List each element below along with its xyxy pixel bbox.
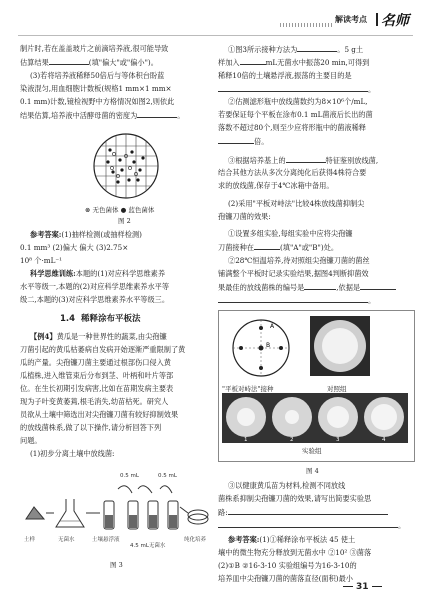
header-decoration [280, 23, 332, 27]
example-line-6: 现为子叶变黄萎蔫,根毛消失,幼苗枯死。研究人 [20, 397, 169, 406]
right-line-1: ①图3所示接种方法为 。5 g土 [228, 45, 364, 54]
right-line-22: 路: [218, 506, 388, 519]
point-b-label: B [266, 342, 271, 349]
example-line-4: 瓜植株,进入维管束后分布到茎、叶柄和叶片等部 [20, 371, 174, 380]
right-line-4: 。 [218, 83, 375, 96]
right-line-5: ②估测滤形瓶中放线菌数约为8×10⁶个/mL, [228, 97, 368, 106]
fig4-sub-control: 对照组 [327, 385, 347, 393]
right-line-17: 铺满整个平板时记录实验结果,据图4判断抑菌效 [218, 269, 369, 278]
example-line-8: 的放线菌株系,做了以下操作,请分析回答下列 [20, 423, 162, 432]
question-1: (1)初步分离土壤中放线菌: [30, 449, 115, 458]
fig3-label-water: 无菌水 [58, 537, 75, 543]
example-line-9: 问题。 [20, 436, 42, 445]
serial-dilution-figure [20, 463, 212, 555]
experiment-plates-photo [222, 393, 408, 443]
example-line-2: 刀菌引起的黄瓜枯萎病自发病开始逐渐严重限制了黄 [20, 345, 186, 354]
fig4-sub-experiment: 实验组 [302, 447, 322, 455]
answer-2-line-2: 壤中的微生物充分释放到无菌水中 ②10² ③菌落 [218, 548, 372, 557]
plate-4-label: 4 [382, 437, 386, 443]
header-rule [18, 35, 413, 36]
page-number: 31 [340, 582, 385, 592]
page-header [280, 8, 420, 36]
plate-confrontation-diagram [226, 314, 296, 384]
plate-3-label: 3 [336, 437, 340, 443]
answer-1-line-2: 0.1 mm³ (2)偏大 偏大 (3)2.75× [20, 243, 129, 252]
answer-2-line-3: (2)①B ②16-3-10 实验组编号为16-3-10的 [218, 561, 357, 570]
fig3-label-culture: 纯化培养 [184, 537, 207, 543]
right-line-11: 求的放线菌,保存于4℃冰箱中备用。 [218, 181, 334, 190]
left-line-4: 染液混匀,用血细胞计数板(规格1 mm×1 mm× [20, 84, 172, 93]
answer-2-line-4: 培养皿中尖孢镰刀菌的菌落直径(面积)最小 [218, 574, 353, 583]
header-separator [376, 13, 378, 26]
right-line-15: 刀菌接种在 (填"A"或"B")处。 [218, 243, 339, 252]
right-line-18: 果最佳的放线菌株的编号是 ,依据是 [218, 281, 396, 294]
example-line-3: 瓜的产量。尖孢镰刀菌主要通过根部伤口侵入黄 [20, 358, 171, 367]
plate-2-label: 2 [290, 437, 294, 443]
right-line-3: 稀释10倍的土壤悬浮液,振荡的主要目的是 [218, 71, 352, 80]
answer-2-line-1: 参考答案:(1)①稀释涂布平板法 45 使土 [228, 535, 356, 544]
right-line-23: 。 [218, 519, 405, 532]
right-line-16: ②28℃恒温培养,待对照组尖孢镰刀菌的菌丝 [228, 256, 370, 265]
right-line-19: 。 [218, 294, 375, 307]
left-line-3: (3)若将培养液稀释50倍后与等体积台盼蓝 [30, 71, 165, 80]
figure-2-caption: 图 2 [118, 217, 131, 225]
plate-1-label: 1 [244, 437, 248, 443]
header-section: 解读考点 [335, 15, 367, 24]
fig3-label-dilution: 4.5 mL无菌水 [130, 543, 166, 549]
right-line-14: ①设置多组实验,每组实验中应将尖孢镰 [228, 229, 353, 238]
figure-3-caption: 图 3 [110, 561, 123, 569]
hemocytometer-figure [88, 132, 164, 204]
right-line-12: (2)采用"平板对峙法"比较4株放线菌抑制尖 [228, 199, 365, 208]
answer-1-line-1: 参考答案:(1)抽样检测(或抽样检测) [30, 230, 142, 239]
figure-4-caption: 图 4 [306, 467, 319, 475]
right-line-8: 倍。 [218, 135, 268, 148]
fig3-label-volume-1: 0.5 mL [120, 473, 139, 479]
right-line-10: 结合其他方法从多次分离纯化后获得4株符合要 [218, 168, 367, 177]
section-heading: 1.4 稀释涂布平板法 [60, 314, 141, 324]
example-line-5: 位。在生长初期引发病害,比如在苗期发病主要表 [20, 384, 174, 393]
fig3-label-volume-2: 0.5 mL [158, 473, 177, 479]
control-plate-photo [310, 316, 370, 376]
point-a-label: A [270, 323, 275, 330]
header-brand: 名师 [381, 13, 409, 29]
left-line-5: 0.1 mm)计数,镜检视野中方格情况如图2,则依此 [20, 97, 175, 106]
fig4-sub-inoculation: "平板对峙法"接种 [222, 385, 274, 393]
right-line-9: ③根据培养基上的 特征鉴别放线菌, [228, 156, 379, 165]
left-line-2: 估算结果 (填"偏大"或"偏小")。 [20, 58, 158, 67]
right-line-20: ③以健康黄瓜苗为材料,检测不同放线 [228, 481, 346, 490]
left-line-6: 结果估算,培养液中活酵母菌的密度为 。 [20, 111, 185, 120]
example-line-1: 【例4】黄瓜是一种世界性的蔬菜,由尖孢镰 [30, 332, 167, 341]
right-line-2: 样加入 mL无菌水中振荡20 min,可得到 [218, 58, 370, 67]
literacy-line-2: 水平等级一,本题的(2)对应科学思维素养水平等 [20, 282, 170, 291]
literacy-line-3: 级二,本题的(3)对应科学思维素养水平等级三。 [20, 295, 170, 304]
right-line-7: 落数不超过80个,则至少应将形瓶中的菌液稀释 [218, 123, 366, 132]
right-line-21: 菌株系抑制尖孢镰刀菌的效果,请写出简要实验思 [218, 494, 372, 503]
literacy-line-1: 科学思维训练:本题的(1)对应科学思维素养 [30, 269, 166, 278]
figure-2-legend: ⊗ 无色菌体 ● 蓝色菌体 [85, 206, 155, 214]
answer-1-line-3: 10⁸ 个·mL⁻¹ [20, 256, 63, 265]
left-line-1: 制片时,若在盖盖玻片之前滴培养液,很可能导致 [20, 44, 169, 53]
right-line-6: 若要保证每个平板在涂布0.1 mL菌液后长出的菌 [218, 110, 373, 119]
right-line-13: 孢镰刀菌的效果: [218, 212, 271, 221]
example-line-7: 员欲从土壤中筛选出对尖孢镰刀菌有较好抑制效果 [20, 410, 179, 419]
fig3-label-suspension: 土壤悬浮液 [92, 537, 120, 543]
fig3-label-soil: 土样 [24, 537, 36, 543]
